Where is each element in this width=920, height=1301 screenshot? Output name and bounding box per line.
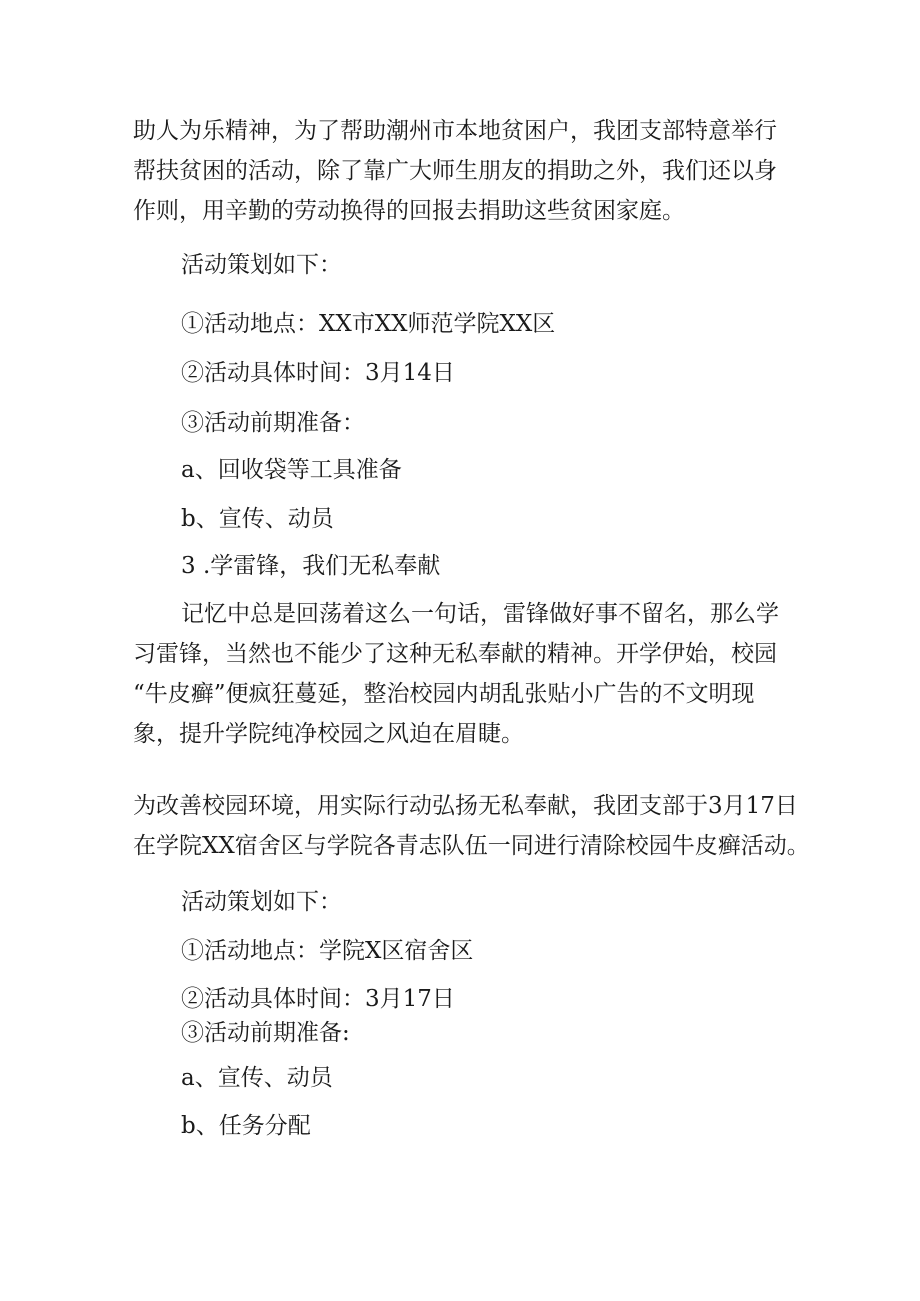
text-line: 习雷锋，当然也不能少了这种无私奉献的精神。开学伊始，校园 (133, 641, 777, 667)
text-line: 为改善校园环境，用实际行动弘扬无私奉献，我团支部于3月17日 (133, 793, 798, 819)
plan-item: ①活动地点：学院X区宿舍区 (181, 938, 474, 964)
section-heading: 3 .学雷锋，我们无私奉献 (181, 553, 441, 579)
activity-time-1 (133, 353, 803, 393)
activity-location-2 (133, 931, 803, 971)
section-heading-lei-feng (133, 546, 803, 586)
activity-plan-2 (133, 882, 803, 922)
plan-item: ③活动前期准备： (181, 410, 365, 436)
text-line: 助人为乐精神，为了帮助潮州市本地贫困户，我团支部特意举行 (133, 118, 777, 144)
plan-item: ①活动地点：XX市XX师范学院XX区 (181, 311, 556, 337)
activity-prep-2 (133, 1013, 803, 1053)
text-line: 作则，用辛勤的劳动换得的回报去捐助这些贫困家庭。 (133, 198, 685, 224)
prep-item-a-1 (133, 450, 803, 490)
plan-subitem: a、回收袋等工具准备 (181, 457, 402, 483)
plan-heading: 活动策划如下： (181, 889, 342, 915)
plan-item: ②活动具体时间：3月17日 (181, 986, 455, 1012)
prep-item-b-2 (133, 1106, 803, 1146)
plan-subitem: b、任务分配 (181, 1113, 311, 1139)
plan-subitem: b、宣传、动员 (181, 506, 334, 532)
plan-heading: 活动策划如下： (181, 252, 342, 278)
text-line: 象，提升学院纯净校园之风迫在眉睫。 (133, 721, 524, 747)
plan-item: ②活动具体时间：3月14日 (181, 360, 455, 386)
text-line: 帮扶贫困的活动，除了靠广大师生朋友的捐助之外，我们还以身 (133, 158, 777, 184)
paragraph-campus-cleanup (133, 786, 810, 866)
plan-item: ③活动前期准备: (181, 1020, 350, 1046)
text-line: 在学院XX宿舍区与学院各青志队伍一同进行清除校园牛皮癣活动。 (133, 833, 810, 859)
activity-plan-1 (133, 245, 803, 285)
activity-prep-1 (133, 403, 803, 443)
prep-item-a-2 (133, 1058, 803, 1098)
paragraph-lei-feng (133, 594, 803, 754)
text-line: “牛皮癣”便疯狂蔓延，整治校园内胡乱张贴小广告的不文明现 (133, 681, 755, 707)
text-line: 记忆中总是回荡着这么一句话，雷锋做好事不留名，那么学 (181, 601, 779, 627)
paragraph-poverty-aid (133, 111, 803, 231)
prep-item-b-1 (133, 499, 803, 539)
plan-subitem: a、宣传、动员 (181, 1065, 333, 1091)
activity-location-1 (133, 304, 803, 344)
